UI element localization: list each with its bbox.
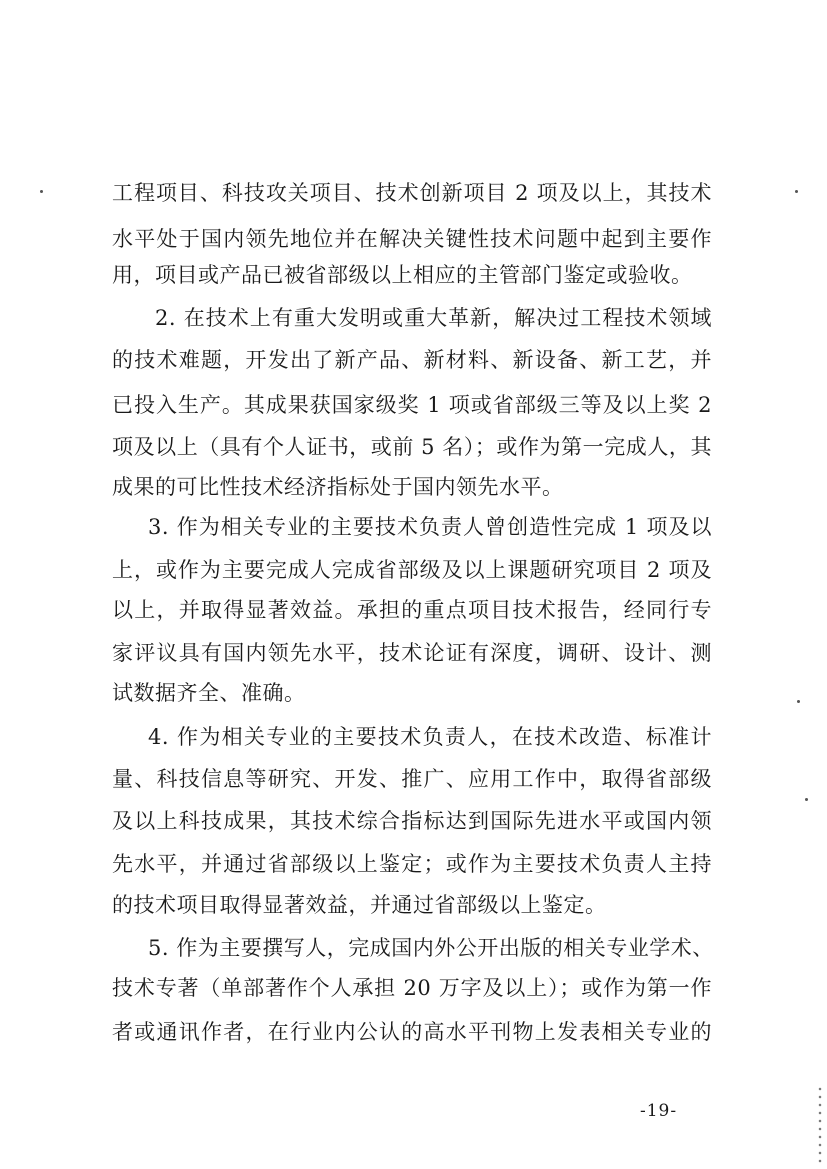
text-line-15: 量、科技信息等研究、开发、推广、应用工作中，取得省部级	[112, 767, 712, 791]
scan-speck	[805, 798, 808, 801]
text-line-12: 家评议具有国内领先水平，技术论证有深度，调研、设计、测	[112, 641, 712, 665]
text-line-11: 以上，并取得显著效益。承担的重点项目技术报告，经同行专	[112, 598, 712, 622]
text-line-8: 成果的可比性技术经济指标处于国内领先水平。	[112, 475, 564, 499]
text-line-14: 4. 作为相关专业的主要技术负责人，在技术改造、标准计	[148, 725, 712, 749]
scan-edge-marks	[818, 1085, 822, 1165]
text-line-19: 5. 作为主要撰写人，完成国内外公开出版的相关专业学术、	[148, 936, 714, 960]
text-line-5: 的技术难题，开发出了新产品、新材料、新设备、新工艺，并	[112, 348, 712, 372]
text-line-9: 3. 作为相关专业的主要技术负责人曾创造性完成 1 项及以	[148, 515, 712, 539]
text-line-16: 及以上科技成果，其技术综合指标达到国际先进水平或国内领	[112, 809, 712, 833]
scan-speck	[795, 190, 798, 193]
text-line-2: 水平处于国内领先地位并在解决关键性技术问题中起到主要作	[112, 227, 712, 251]
text-line-10: 上，或作为主要完成人完成省部级及以上课题研究项目 2 项及	[112, 558, 712, 582]
text-line-17: 先水平，并通过省部级以上鉴定；或作为主要技术负责人主持	[112, 852, 712, 876]
text-line-3: 用，项目或产品已被省部级以上相应的主管部门鉴定或验收。	[112, 263, 693, 287]
text-line-13: 试数据齐全、准确。	[112, 681, 306, 705]
text-line-1: 工程项目、科技攻关项目、技术创新项目 2 项及以上，其技术	[112, 181, 712, 205]
page-number: -19-	[640, 1101, 678, 1121]
scan-speck	[797, 700, 800, 703]
scan-speck	[40, 190, 43, 193]
text-line-7: 项及以上（具有个人证书，或前 5 名）；或作为第一完成人，其	[112, 435, 712, 459]
text-line-4: 2. 在技术上有重大发明或重大革新，解决过工程技术领域	[155, 306, 712, 330]
text-line-6: 已投入生产。其成果获国家级奖 1 项或省部级三等及以上奖 2	[112, 393, 712, 417]
text-line-18: 的技术项目取得显著效益，并通过省部级以上鉴定。	[112, 893, 607, 917]
text-line-20: 技术专著（单部著作个人承担 20 万字及以上）；或作为第一作	[112, 976, 712, 1000]
text-line-21: 者或通讯作者，在行业内公认的高水平刊物上发表相关专业的	[112, 1020, 712, 1044]
